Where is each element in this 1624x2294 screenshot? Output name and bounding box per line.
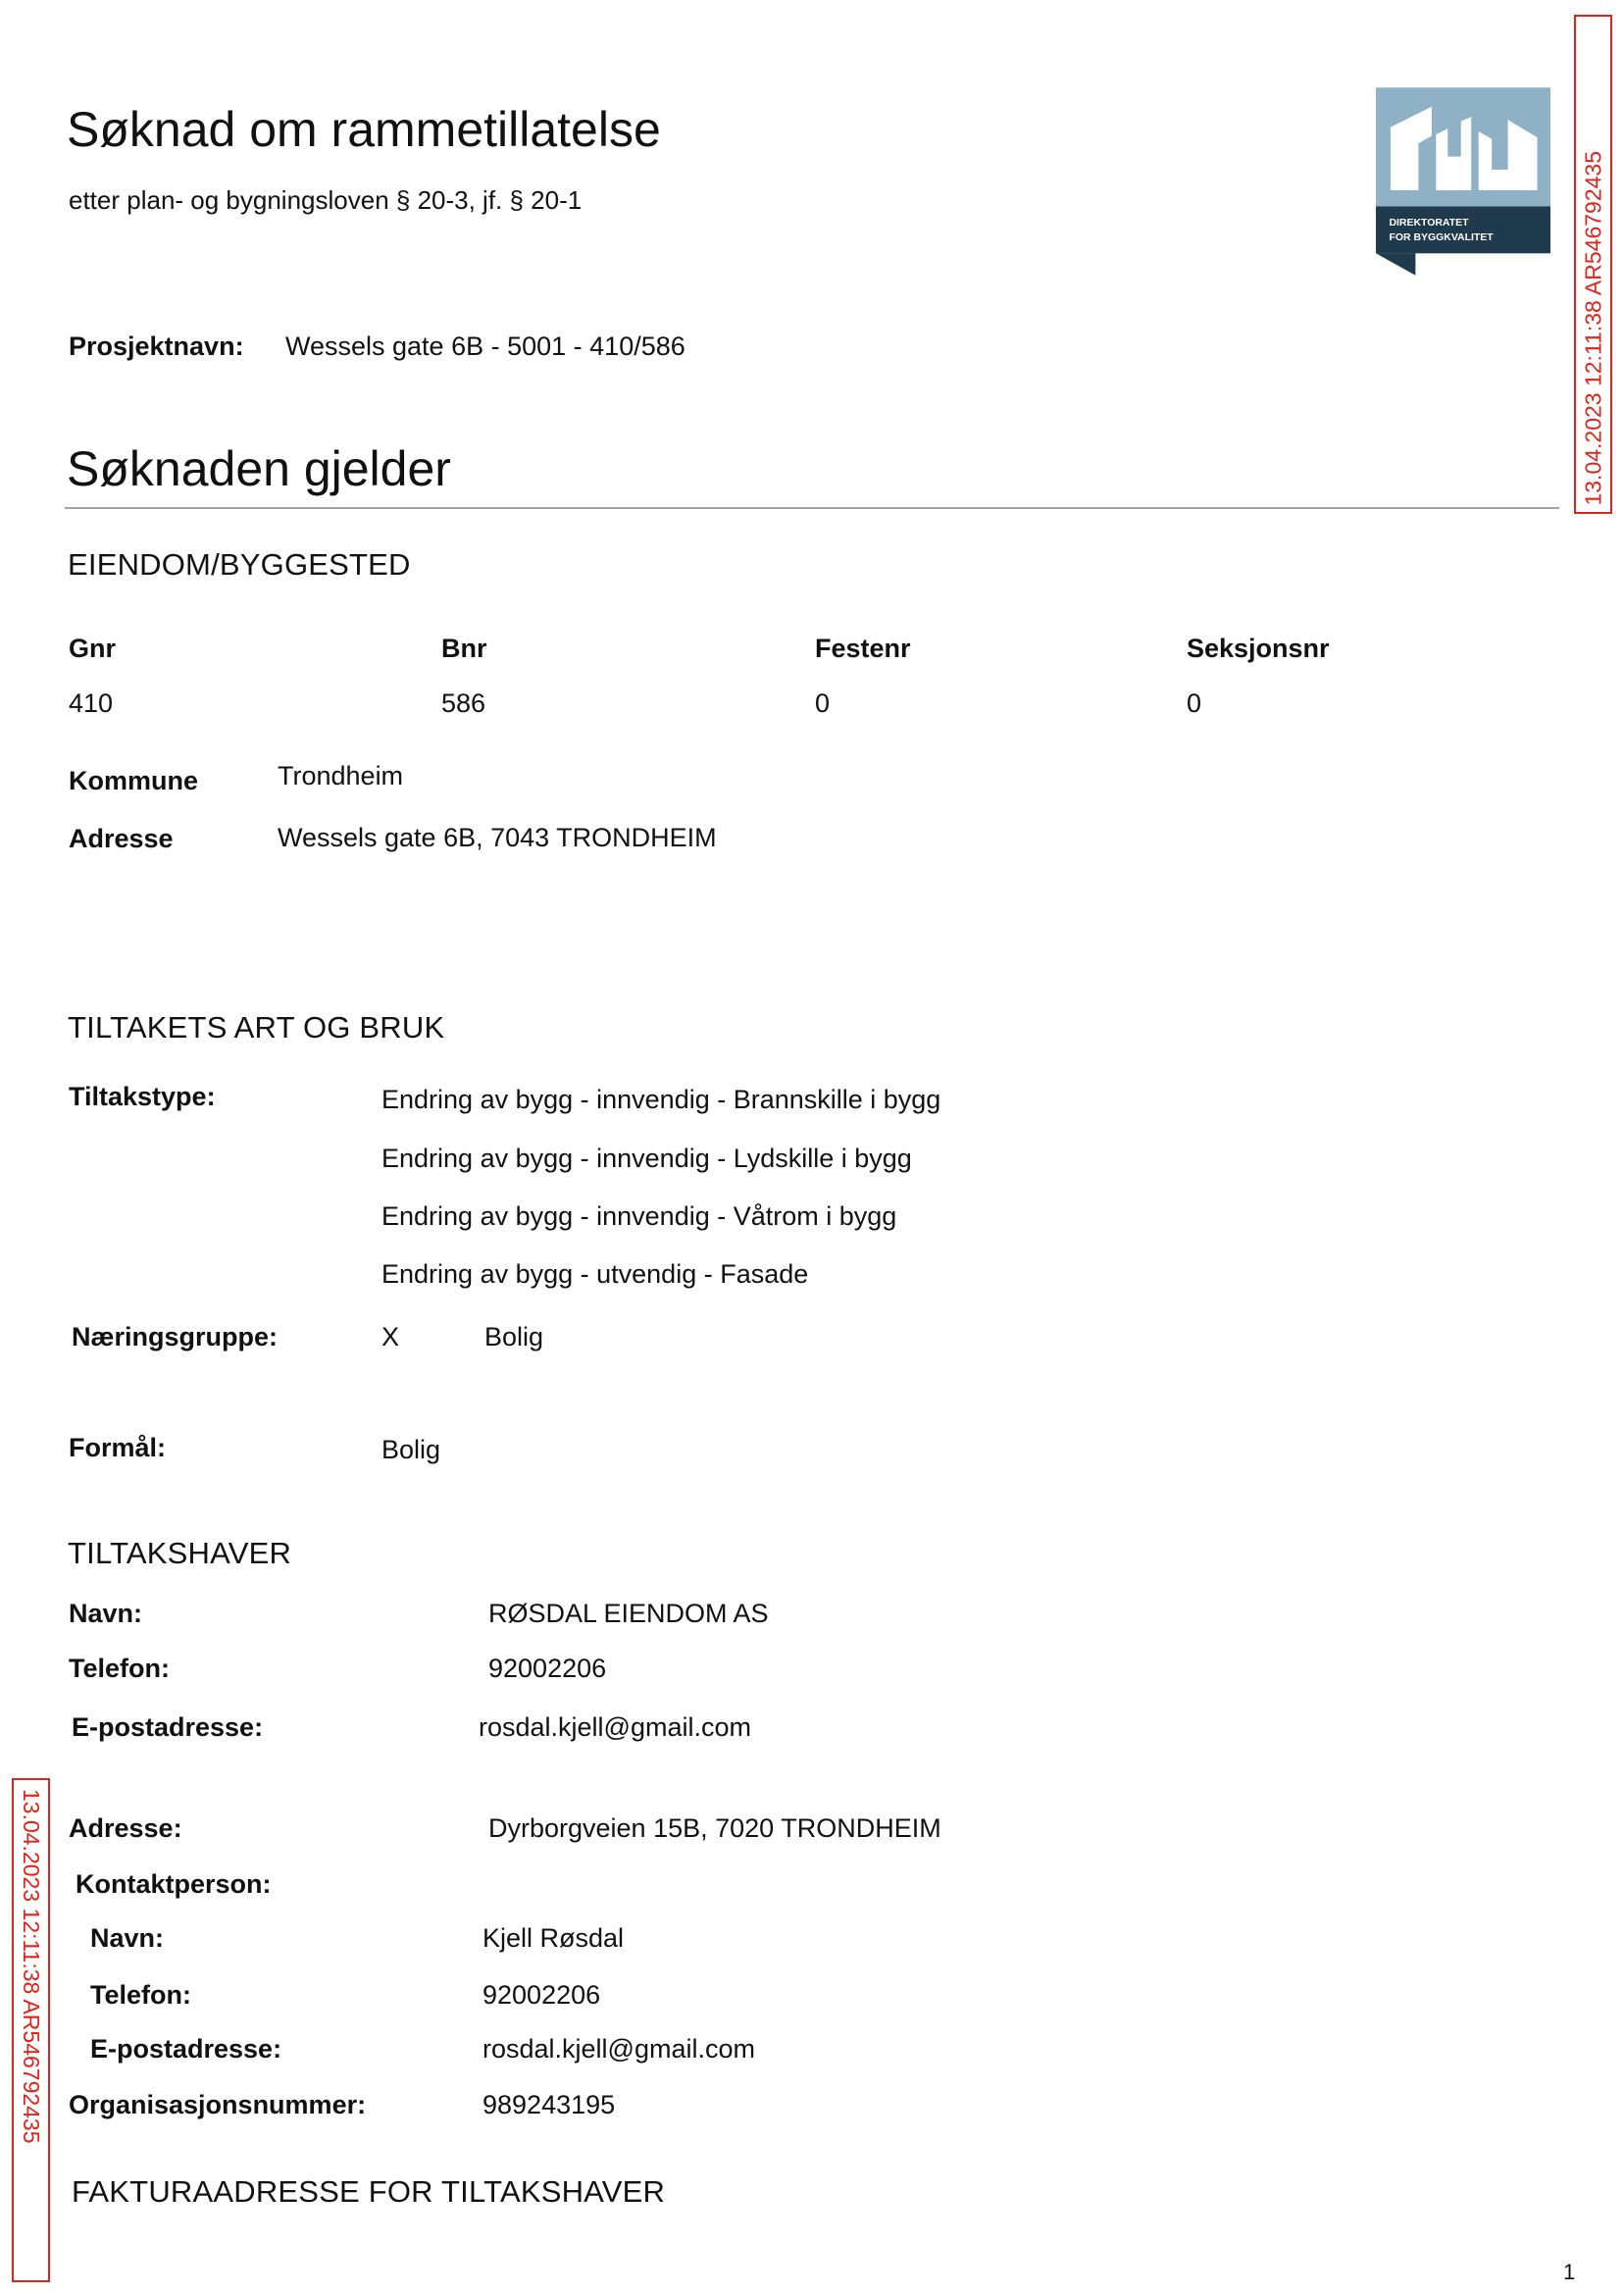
orgnr-value: 989243195 <box>482 2090 616 2119</box>
applicant-adresse-label: Adresse: <box>69 1813 182 1843</box>
tiltakstype-item: Endring av bygg - innvendig - Lydskille i bygg <box>381 1144 912 1173</box>
applicant-telefon-value: 92002206 <box>488 1654 607 1683</box>
logo-bottom-panel <box>1376 206 1550 253</box>
orgnr-label: Organisasjonsnummer: <box>69 2090 367 2119</box>
kontaktperson-label: Kontaktperson: <box>76 1869 272 1899</box>
bnr-label: Bnr <box>441 634 487 663</box>
applicant-heading: TILTAKSHAVER <box>68 1536 292 1570</box>
document-title: Søknad om rammetillatelse <box>67 102 661 157</box>
logo-text-line1: DIREKTORATET <box>1389 217 1469 229</box>
naeringsgruppe-code: X <box>381 1322 400 1351</box>
seksjonsnr-value: 0 <box>1187 688 1202 718</box>
adresse-label: Adresse <box>69 824 174 853</box>
contact-navn-value: Kjell Røsdal <box>482 1923 625 1953</box>
logo-tail <box>1376 253 1415 275</box>
applicant-adresse-value: Dyrborgveien 15B, 7020 TRONDHEIM <box>488 1813 941 1843</box>
project-value: Wessels gate 6B - 5001 - 410/586 <box>285 331 685 361</box>
logo-text-line2: FOR BYGGKVALITET <box>1389 231 1494 243</box>
contact-telefon-label: Telefon: <box>90 1980 191 2010</box>
property-heading: EIENDOM/BYGGESTED <box>68 547 411 582</box>
contact-navn-label: Navn: <box>90 1923 165 1953</box>
stamp-text: 13.04.2023 12:11:38 AR546792435 <box>19 1789 44 2144</box>
adresse-value: Wessels gate 6B, 7043 TRONDHEIM <box>278 823 717 852</box>
applicant-epost-label: E-postadresse: <box>72 1712 264 1742</box>
gnr-value: 410 <box>69 688 114 718</box>
tiltakstype-item: Endring av bygg - innvendig - Våtrom i bygg <box>381 1201 897 1231</box>
formal-label: Formål: <box>69 1433 167 1462</box>
kommune-value: Trondheim <box>278 761 404 790</box>
naeringsgruppe-value: Bolig <box>484 1322 544 1351</box>
bnr-value: 586 <box>441 688 486 718</box>
dibk-logo <box>1376 87 1550 276</box>
measure-heading: TILTAKETS ART OG BRUK <box>68 1010 445 1045</box>
section-title: Søknaden gjelder <box>67 441 451 496</box>
contact-epost-label: E-postadresse: <box>90 2034 282 2064</box>
project-label: Prosjektnavn: <box>69 331 244 361</box>
contact-telefon-value: 92002206 <box>482 1980 601 2010</box>
stamp-text: 13.04.2023 12:11:38 AR546792435 <box>1580 151 1605 506</box>
kommune-label: Kommune <box>69 766 199 795</box>
tiltakstype-label: Tiltakstype: <box>69 1082 216 1111</box>
section-divider <box>65 507 1559 509</box>
applicant-navn-label: Navn: <box>69 1599 143 1628</box>
document-subtitle: etter plan- og bygningsloven § 20-3, jf. § 20-1 <box>69 185 583 215</box>
seksjonsnr-label: Seksjonsnr <box>1187 634 1330 663</box>
page-number: 1 <box>1563 2260 1576 2284</box>
applicant-telefon-label: Telefon: <box>69 1654 170 1683</box>
festenr-label: Festenr <box>815 634 911 663</box>
contact-epost-value: rosdal.kjell@gmail.com <box>482 2034 755 2064</box>
formal-value: Bolig <box>381 1435 441 1464</box>
applicant-navn-value: RØSDAL EIENDOM AS <box>488 1599 769 1628</box>
invoice-heading: FAKTURAADRESSE FOR TILTAKSHAVER <box>72 2174 666 2209</box>
naeringsgruppe-label: Næringsgruppe: <box>72 1322 279 1351</box>
tiltakstype-item: Endring av bygg - innvendig - Brannskille i bygg <box>381 1085 941 1114</box>
festenr-value: 0 <box>815 688 831 718</box>
applicant-epost-value: rosdal.kjell@gmail.com <box>479 1712 751 1742</box>
tiltakstype-item: Endring av bygg - utvendig - Fasade <box>381 1259 809 1289</box>
timestamp-stamp-left <box>12 1778 50 2282</box>
gnr-label: Gnr <box>69 634 117 663</box>
timestamp-stamp-top <box>1574 15 1612 514</box>
